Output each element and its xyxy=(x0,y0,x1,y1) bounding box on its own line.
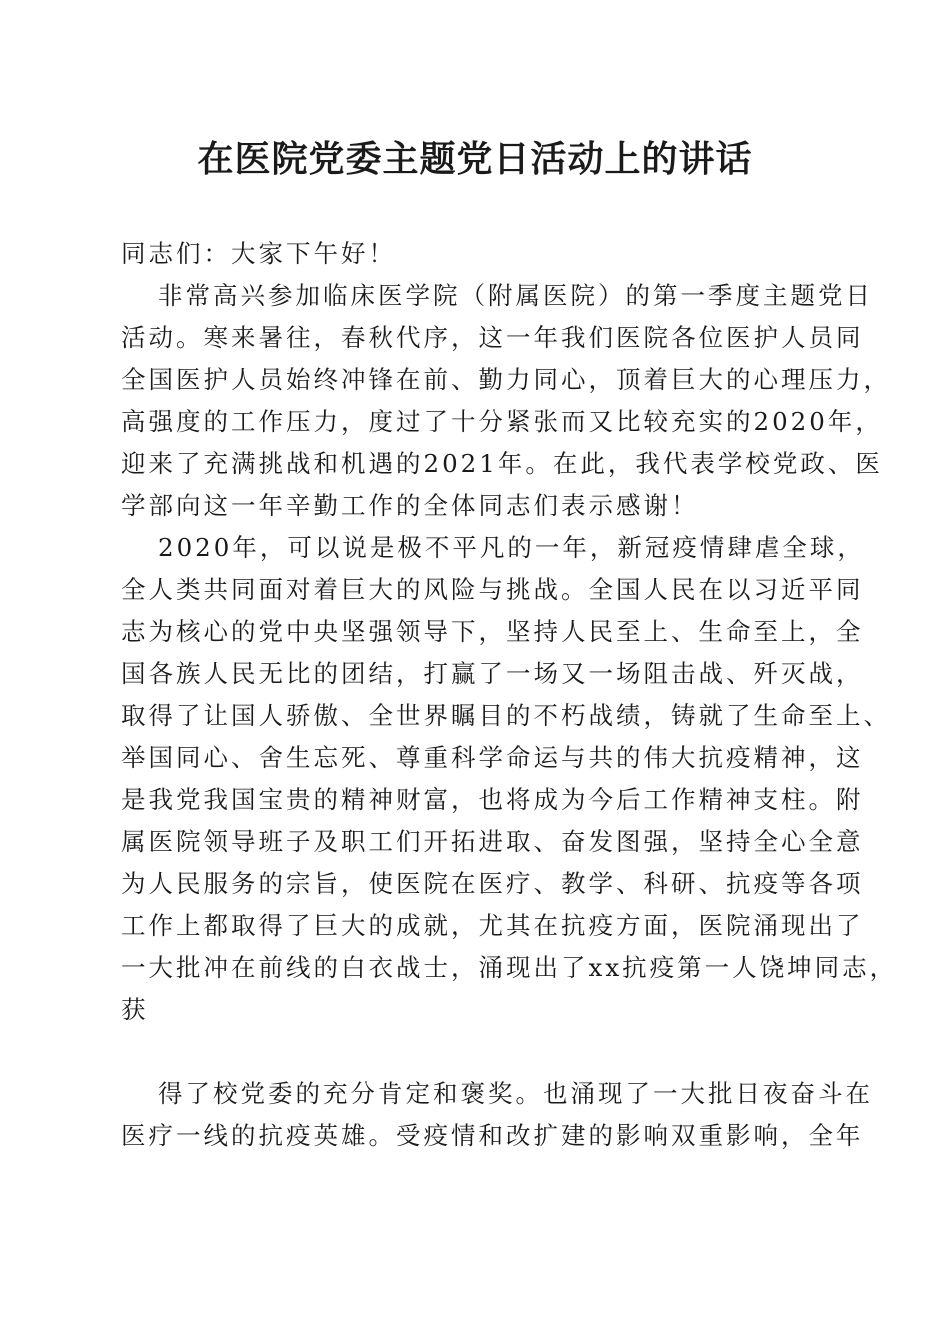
paragraph-line: 全国医护人员始终冲锋在前、勤力同心，顶着巨大的心理压力， xyxy=(121,365,891,394)
paragraph-line: 活动。寒来暑往，春秋代序，这一年我们医院各位医护人员同 xyxy=(121,323,864,352)
greeting-line: 同志们：大家下午好！ xyxy=(121,239,396,268)
paragraph-gap xyxy=(121,1031,833,1073)
document-title: 在医院党委主题党日活动上的讲话 xyxy=(197,138,753,180)
paragraph-line: 迎来了充满挑战和机遇的2021年。在此，我代表学校党政、医 xyxy=(121,449,883,478)
paragraph-line: 全人类共同面对着巨大的风险与挑战。全国人民在以习近平同 xyxy=(121,575,864,604)
paragraph-line: 2020年，可以说是极不平凡的一年，新冠疫情肆虐全球， xyxy=(158,533,865,562)
paragraph-line: 工作上都取得了巨大的成就，尤其在抗疫方面，医院涌现出了 xyxy=(121,911,864,940)
document-body xyxy=(121,233,898,1157)
paragraph-line: 非常高兴参加临床医学院（附属医院）的第一季度主题党日 xyxy=(158,281,873,310)
paragraph-line: 高强度的工作压力，度过了十分紧张而又比较充实的2020年， xyxy=(121,407,883,436)
paragraph-line: 国各族人民无比的团结，打赢了一场又一场阻击战、歼灭战， xyxy=(121,659,864,688)
paragraph-line: 是我党我国宝贵的精神财富，也将成为今后工作精神支柱。附 xyxy=(121,785,864,814)
paragraph-line: 获 xyxy=(121,995,149,1024)
paragraph-line: 取得了让国人骄傲、全世界瞩目的不朽战绩，铸就了生命至上、 xyxy=(121,701,891,730)
paragraph-line: 为人民服务的宗旨，使医院在医疗、教学、科研、抗疫等各项 xyxy=(121,869,864,898)
paragraph-line: 学部向这一年辛勤工作的全体同志们表示感谢！ xyxy=(121,491,699,520)
paragraph-line: 医疗一线的抗疫英雄。受疫情和改扩建的影响双重影响，全年 xyxy=(121,1121,864,1150)
paragraph-line: 属医院领导班子及职工们开拓进取、奋发图强，坚持全心全意 xyxy=(121,827,864,856)
paragraph-line: 举国同心、舍生忘死、尊重科学命运与共的伟大抗疫精神，这 xyxy=(121,743,864,772)
paragraph-line: 一大批冲在前线的白衣战士，涌现出了xx抗疫第一人饶坤同志， xyxy=(121,953,898,982)
paragraph-line: 得了校党委的充分肯定和褒奖。也涌现了一大批日夜奋斗在 xyxy=(158,1079,873,1108)
paragraph-line: 志为核心的党中央坚强领导下，坚持人民至上、生命至上，全 xyxy=(121,617,864,646)
